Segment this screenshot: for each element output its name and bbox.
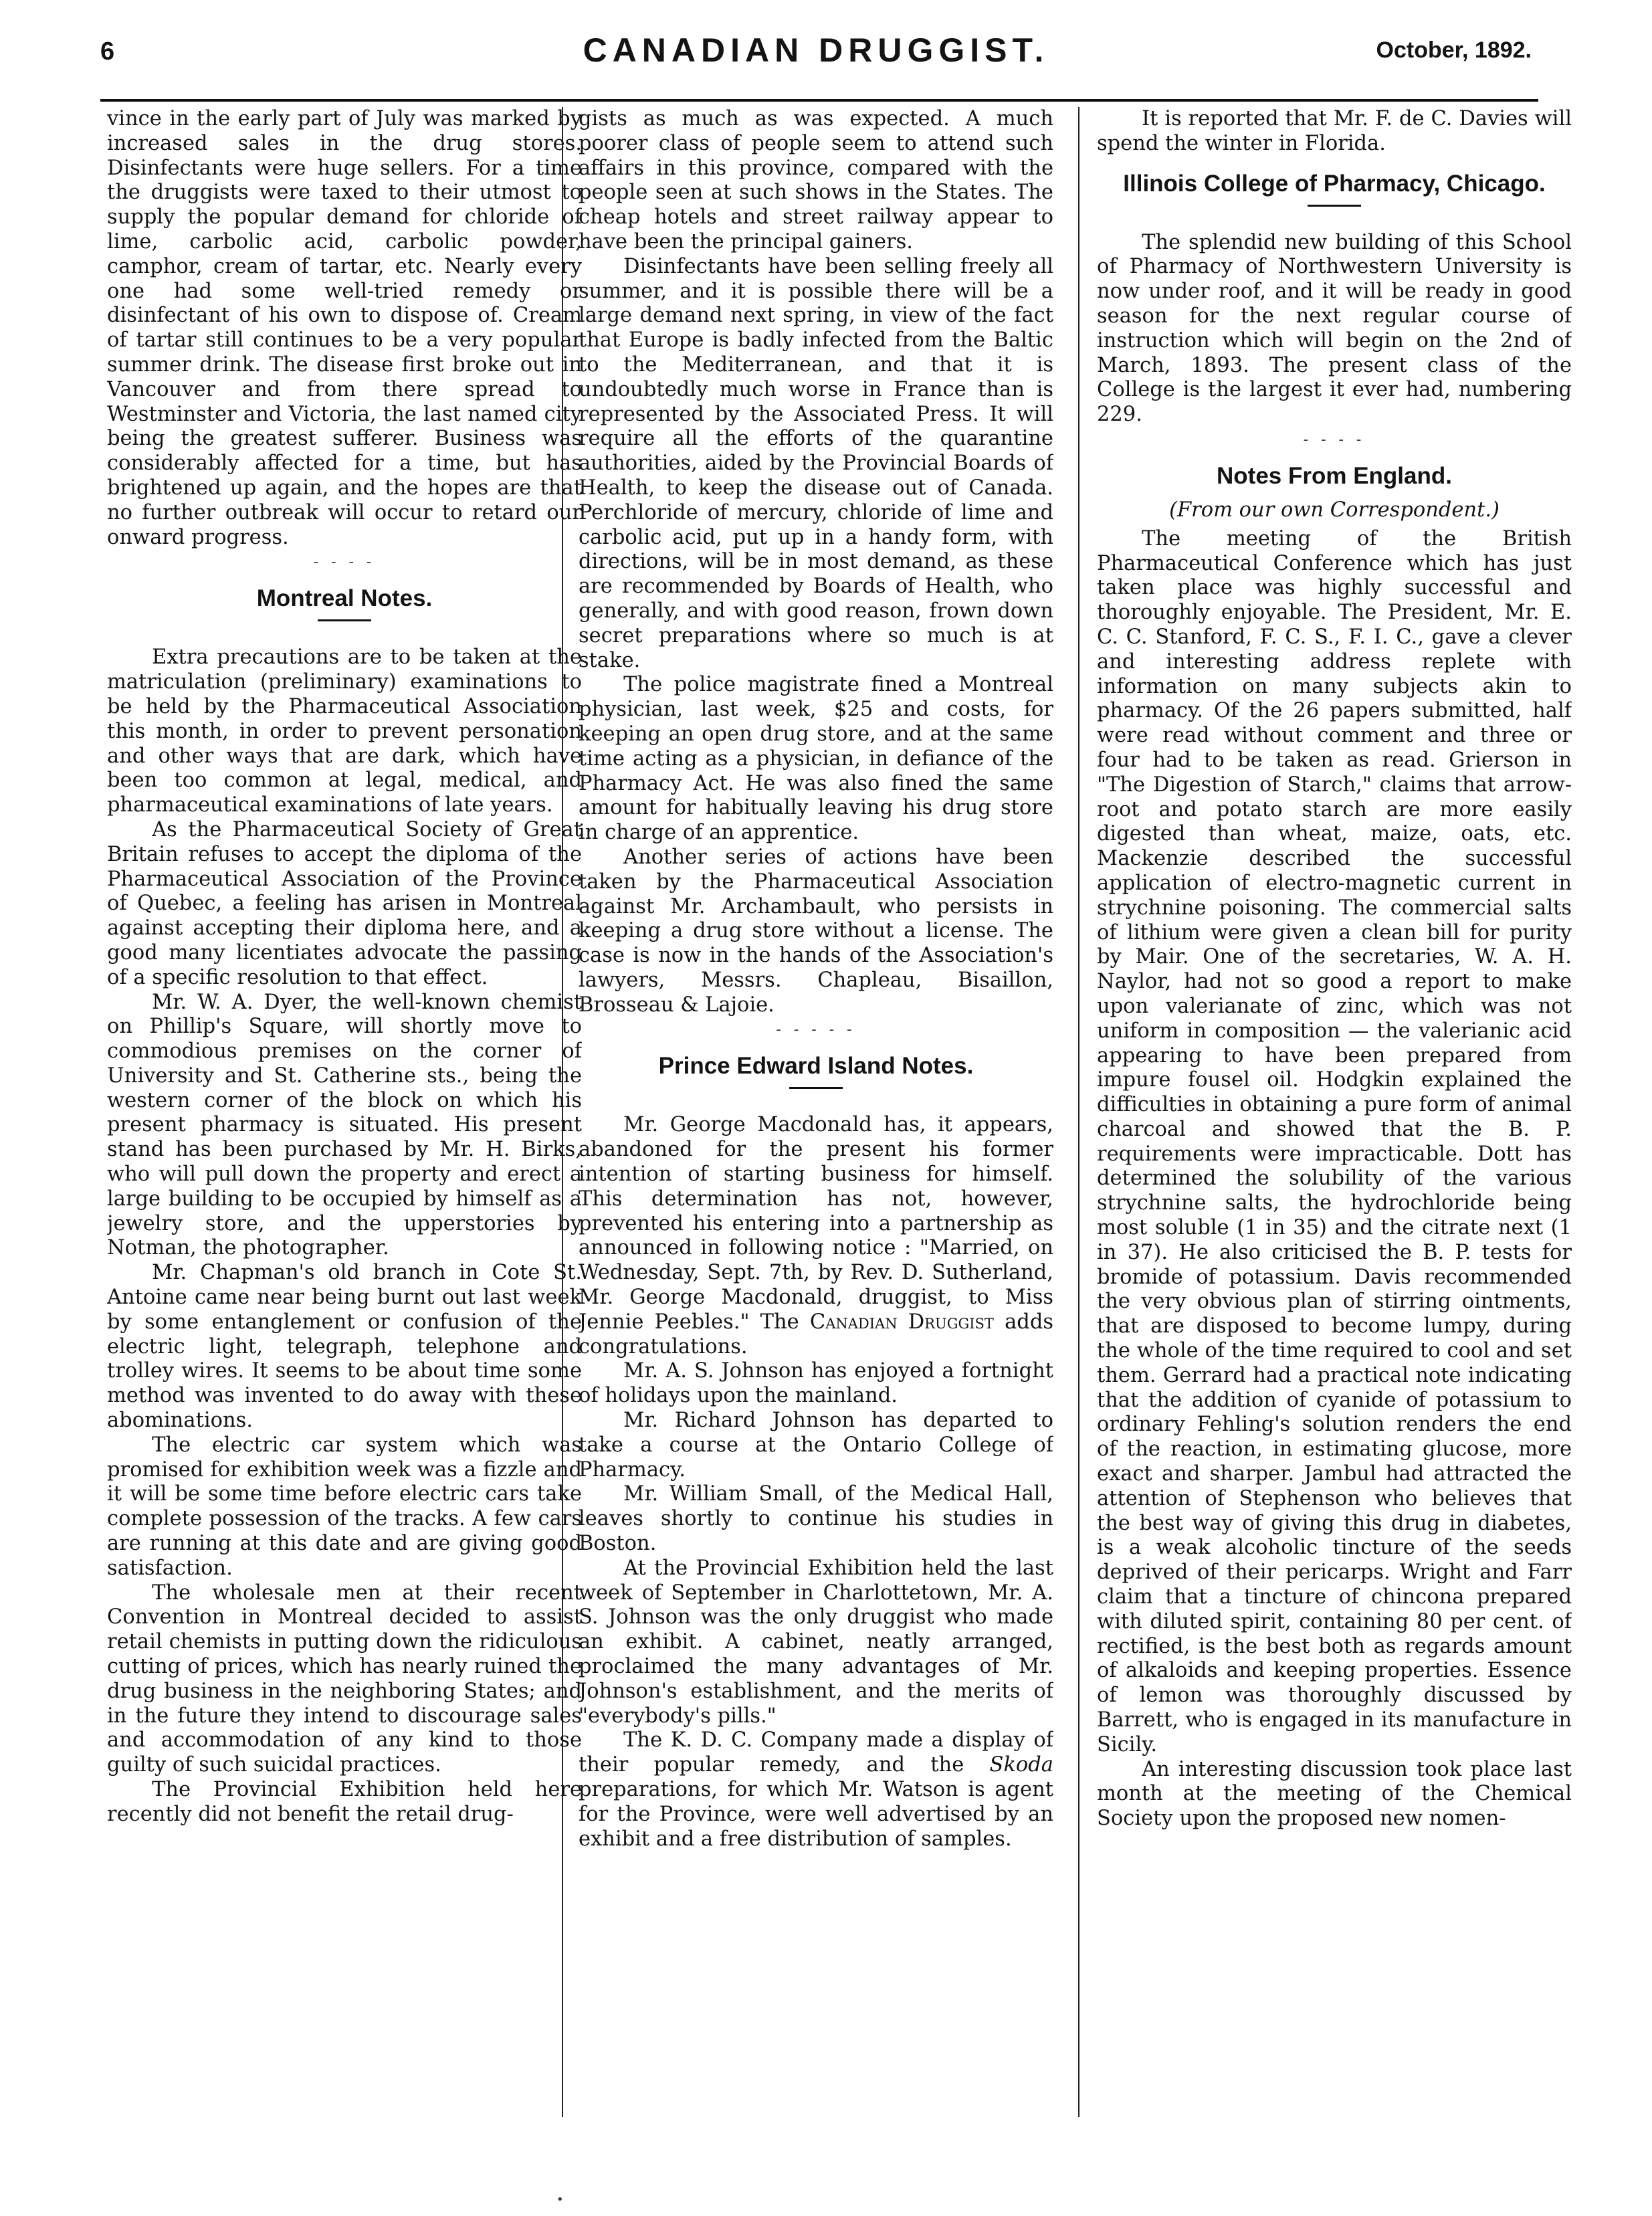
article-paragraph: It is reported that Mr. F. de C. Davies will spend the winter in Florida. — [1097, 107, 1572, 155]
footer-mark: • — [556, 2193, 564, 2207]
issue-date: October, 1892. — [1376, 37, 1532, 63]
publication-title: CANADIAN DRUGGIST. — [583, 31, 1049, 69]
column-1 — [107, 107, 582, 2120]
section-heading-pei: Prince Edward Island Notes. — [658, 1053, 974, 1080]
article-paragraph: Disinfectants have been selling freely all summer, and it is possible there will be a large demand next spring, in view of the fact that Europe is badly infected from the Baltic to the Mediterranean, and that it is undoubtedly much worse in France than is represented by the Associated Press. It will require all the efforts of the quarantine authorities, aided by the Provincial Boards of Health, to keep the disease out of Canada. Perchloride of mercury, chloride of lime and carbolic acid, put up in a handy form, with directions, will be in most demand, as these are recommended by Boards of Health, who generally, and with good reason, frown down secret preparations where so much is at stake. — [579, 254, 1053, 672]
article-paragraph: At the Provincial Exhibition held the last week of September in Charlottetown, Mr. A. S. Johnson was the only druggist who made an exhibit. A cabinet, neatly arranged, proclaimed the many advantages of Mr. Johnson's establishment, and the merits of "everybody's pills." — [579, 1556, 1053, 1728]
article-paragraph: The wholesale men at their recent Convention in Montreal decided to assist retail chemists in putting down the ridiculous cutting of prices, which has nearly ruined the drug business in the neighboring States; and in the future they intend to discourage sales and accommodation of any kind to those guilty of such suicidal practices. — [107, 1581, 582, 1777]
paragraph-text: preparations, for which Mr. Watson is agent for the Province, were well advertised by an exhibit and a free distribution of samples. — [579, 1778, 1053, 1851]
article-paragraph: vince in the early part of July was marked by increased sales in the drug stores. Disinfectants were huge sellers. For a time the druggists were taxed to their utmost to supply the popular demand for chloride of lime, carbolic acid, carbolic powder, camphor, cream of tartar, etc. Nearly every one had some well-tried remedy or disinfectant of his own to dispose of. Cream of tartar still continues to be a very popular summer drink. The disease first broke out in Vancouver and from there spread to Westminster and Victoria, the last named city being the greatest sufferer. Business was considerably affected for a time, but has brightened up again, and the hopes are that no further outbreak will occur to retard our onward progress. — [107, 107, 582, 549]
section-heading-england: Notes From England. — [1217, 462, 1452, 489]
heading-rule — [1308, 205, 1361, 207]
heading-rule — [789, 1087, 843, 1089]
article-paragraph: The police magistrate fined a Montreal physician, last week, $25 and costs, for keeping an open drug store, and at the same time acting as a physician, in defiance of the Pharmacy Act. He was also fined the same amount for habitually leaving his drug store in charge of an apprentice. — [579, 673, 1053, 845]
article-paragraph — [579, 1113, 1053, 1359]
section-heading-illinois: Illinois College of Pharmacy, Chicago. — [1123, 170, 1546, 197]
paragraph-text: adds congratulations. — [579, 1310, 1053, 1358]
product-name: Skoda — [989, 1753, 1053, 1777]
article-paragraph: Mr. Richard Johnson has departed to take a course at the Ontario College of Pharmacy. — [579, 1409, 1053, 1482]
publication-name: Canadian Druggist — [809, 1310, 994, 1334]
article-paragraph: Another series of actions have been taken by the Pharmaceutical Association against Mr. Archambault, who persists in keeping a drug store without a license. The case is now in the hands of the Association's lawyers, Messrs. Chapleau, Bisaillon, Brosseau & Lajoie. — [579, 845, 1053, 1017]
article-paragraph — [579, 1728, 1053, 1851]
article-paragraph: Mr. Chapman's old branch in Cote St. Antoine came near being burnt out last week by some entanglement or confusion of the electric light, telegraph, telephone and trolley wires. It seems to be about time some method was invented to do away with these abominations. — [107, 1261, 582, 1433]
correspondent-byline: (From our own Correspondent.) — [1169, 498, 1500, 522]
article-paragraph: Mr. William Small, of the Medical Hall, leaves shortly to continue his studies in Boston. — [579, 1482, 1053, 1556]
article-paragraph: Mr. W. A. Dyer, the well-known chemist on Phillip's Square, will shortly move to commodious premises on the corner of University and St. Catherine sts., being the western corner of the block on which his present pharmacy is situated. His present stand has been purchased by Mr. H. Birks, who will pull down the property and erect a large building to be occupied by himself as a jewelry store, and the upperstories by Notman, the photographer. — [107, 990, 582, 1260]
column-divider — [1078, 107, 1079, 2117]
article-paragraph: As the Pharmaceutical Society of Great Britain refuses to accept the diploma of the Pharmaceutical Association of the Province of Quebec, a feeling has arisen in Montreal against accepting their diploma here, and a good many licentiates advocate the passing of a specific resolution to that effect. — [107, 817, 582, 989]
article-paragraph: The splendid new building of this School of Pharmacy of Northwestern University is now under roof, and it will be ready in good season for the next regular course of instruction which will begin on the 2nd of March, 1893. The present class of the College is the largest it ever had, numbering 229. — [1097, 230, 1572, 427]
column-2 — [579, 107, 1053, 2120]
article-paragraph: The Provincial Exhibition held here recently did not benefit the retail drug- — [107, 1778, 582, 1826]
article-paragraph: Mr. A. S. Johnson has enjoyed a fortnight of holidays upon the mainland. — [579, 1359, 1053, 1408]
article-paragraph: Extra precautions are to be taken at the matriculation (preliminary) examinations to be held by the Pharmaceutical Association this month, in order to prevent personation and other ways that are dark, which have been too common at legal, medical, and pharmaceutical examinations of late years. — [107, 645, 582, 817]
heading-rule — [318, 619, 371, 621]
article-paragraph: An interesting discussion took place last month at the meeting of the Chemical Society upon the proposed new nomen- — [1097, 1757, 1572, 1831]
article-paragraph: The electric car system which was promised for exhibition week was a fizzle and it will be some time before electric cars take complete possession of the tracks. A few cars are running at this date and are giving good satisfaction. — [107, 1433, 582, 1580]
article-paragraph: gists as much as was expected. A much poorer class of people seem to attend such affairs in this province, compared with the people seen at such shows in the States. The cheap hotels and street railway appear to have been the principal gainers. — [579, 107, 1053, 254]
paragraph-text: The K. D. C. Company made a display of their popular remedy, and the — [579, 1728, 1053, 1777]
section-heading-montreal: Montreal Notes. — [256, 585, 433, 612]
page-number: 6 — [100, 37, 115, 66]
paragraph-text: Mr. George Macdonald has, it appears, abandoned for the present his former intention of starting business for himself. This determination has not, however, prevented his entering into a partnership as announced in following notice : "Married, on Wednesday, Sept. 7th, by Rev. D. Sutherland, Mr. George Macdonald, druggist, to Miss Jennie Peebles." The — [579, 1113, 1053, 1334]
section-separator: - - - - — [313, 554, 376, 571]
section-separator: - - - - — [1303, 431, 1366, 448]
page-header — [100, 27, 1532, 74]
header-rule — [100, 99, 1538, 102]
column-3 — [1097, 107, 1572, 2120]
article-paragraph: The meeting of the British Pharmaceutical Conference which has just taken place was highly successful and thoroughly enjoyable. The President, Mr. E. C. C. Stanford, F. C. S., F. I. C., gave a clever and interesting address replete with information on many subjects akin to pharmacy. Of the 26 papers submitted, half were read without comment and three or four had to be taken as read. Grierson in "The Digestion of Starch," claims that arrow-root and potato starch are more easily digested than wheat, maize, oats, etc. Mackenzie described the successful application of electro-magnetic current in strychnine poisoning. The commercial salts of lithium were given a clean bill for purity by Mair. One of the secretaries, W. A. H. Naylor, had not so good a report to make upon valerianate of zinc, which was not uniform in composition — the valerianic acid appearing to have been prepared from impure fousel oil. Hodgkin explained the difficulties in obtaining a pure form of animal charcoal and showed that the B. P. requirements were impracticable. Dott has determined the solubility of the various strychnine salts, the hydrochloride being most soluble (1 in 35) and the citrate next (1 in 37). He also criticised the B. P. tests for bromide of potassium. Davis recommended the very obvious plan of stirring ointments, that are disposed to become lumpy, during the whole of the time required to cool and set them. Gerrard had a practical note indicating that the addition of cyanide of potassium to ordinary Fehling's solution renders the end of the reaction, in estimating glucose, more exact and sharper. Jambul had attracted the attention of Stephenson who believes that the best way of giving this drug in diabetes, is a weak alcoholic tincture of the seeds deprived of their pericarps. Wright and Farr claim that a tincture of chincona prepared with diluted spirit, containing 80 per cent. of rectified, is the best both as regards amount of alkaloids and keeping properties. Essence of lemon was thoroughly discussed by Barrett, who is engaged in its manufacture in Sicily. — [1097, 526, 1572, 1756]
section-separator: - - - - - — [776, 1021, 856, 1039]
